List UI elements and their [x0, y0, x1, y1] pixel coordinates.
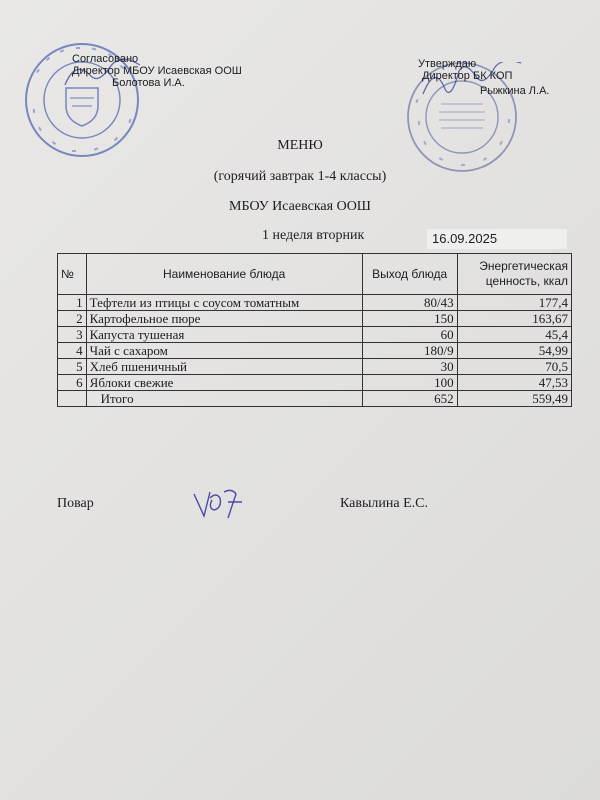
header-energy-line1: Энергетическая [479, 259, 568, 273]
table-row [58, 375, 572, 391]
row-output: 30 [362, 359, 457, 375]
cook-role: Повар [57, 496, 94, 511]
table-header-row [58, 254, 572, 295]
row-name: Капуста тушеная [86, 327, 362, 343]
row-no: 1 [58, 295, 87, 311]
approval-right-person: Рыжкина Л.А. [480, 85, 550, 97]
cook-name: Кавылина Е.С. [340, 496, 428, 511]
total-label: Итого [86, 391, 362, 407]
table-row [58, 295, 572, 311]
table-total-row [58, 391, 572, 407]
row-output: 150 [362, 311, 457, 327]
row-energy: 47,53 [457, 375, 571, 391]
approval-left-position: Директор МБОУ Исаевская ООШ [72, 65, 242, 77]
week-day: 1 неделя вторник [262, 228, 365, 243]
total-energy: 559,49 [457, 391, 571, 407]
row-no: 2 [58, 311, 87, 327]
total-output: 652 [362, 391, 457, 407]
row-name: Картофельное пюре [86, 311, 362, 327]
menu-subtitle: (горячий завтрак 1-4 классы) [213, 169, 387, 184]
row-no: 3 [58, 327, 87, 343]
row-name: Яблоки свежие [86, 375, 362, 391]
header-output: Выход блюда [362, 254, 457, 295]
school-name: МБОУ Исаевская ООШ [229, 199, 371, 214]
row-name: Хлеб пшеничный [86, 359, 362, 375]
row-energy: 70,5 [457, 359, 571, 375]
header-no: № [58, 254, 87, 295]
header-energy [457, 254, 571, 295]
header-name: Наименование блюда [86, 254, 362, 295]
row-no: 6 [58, 375, 87, 391]
row-no: 5 [58, 359, 87, 375]
approval-right-label: Утверждаю [418, 58, 477, 70]
row-name: Чай с сахаром [86, 343, 362, 359]
approval-left [72, 53, 242, 89]
total-no [58, 391, 87, 407]
cook-signature [188, 484, 248, 520]
row-output: 100 [362, 375, 457, 391]
approval-left-label: Согласовано [72, 53, 139, 65]
approval-right-position: Директор БК КОП [422, 70, 513, 82]
menu-date: 16.09.2025 [427, 229, 567, 249]
approval-left-person: Болотова И.А. [112, 77, 185, 89]
row-energy: 45,4 [457, 327, 571, 343]
table-row [58, 343, 572, 359]
approval-right [418, 58, 549, 97]
table-row [58, 327, 572, 343]
row-energy: 54,99 [457, 343, 571, 359]
table-row [58, 359, 572, 375]
row-name: Тефтели из птицы с соусом томатным [86, 295, 362, 311]
row-output: 80/43 [362, 295, 457, 311]
row-no: 4 [58, 343, 87, 359]
row-output: 60 [362, 327, 457, 343]
menu-title: МЕНЮ [277, 138, 323, 153]
row-output: 180/9 [362, 343, 457, 359]
row-energy: 177,4 [457, 295, 571, 311]
table-row [58, 311, 572, 327]
row-energy: 163,67 [457, 311, 571, 327]
header-energy-line2: ценность, ккал [485, 274, 568, 288]
menu-table [57, 253, 572, 407]
